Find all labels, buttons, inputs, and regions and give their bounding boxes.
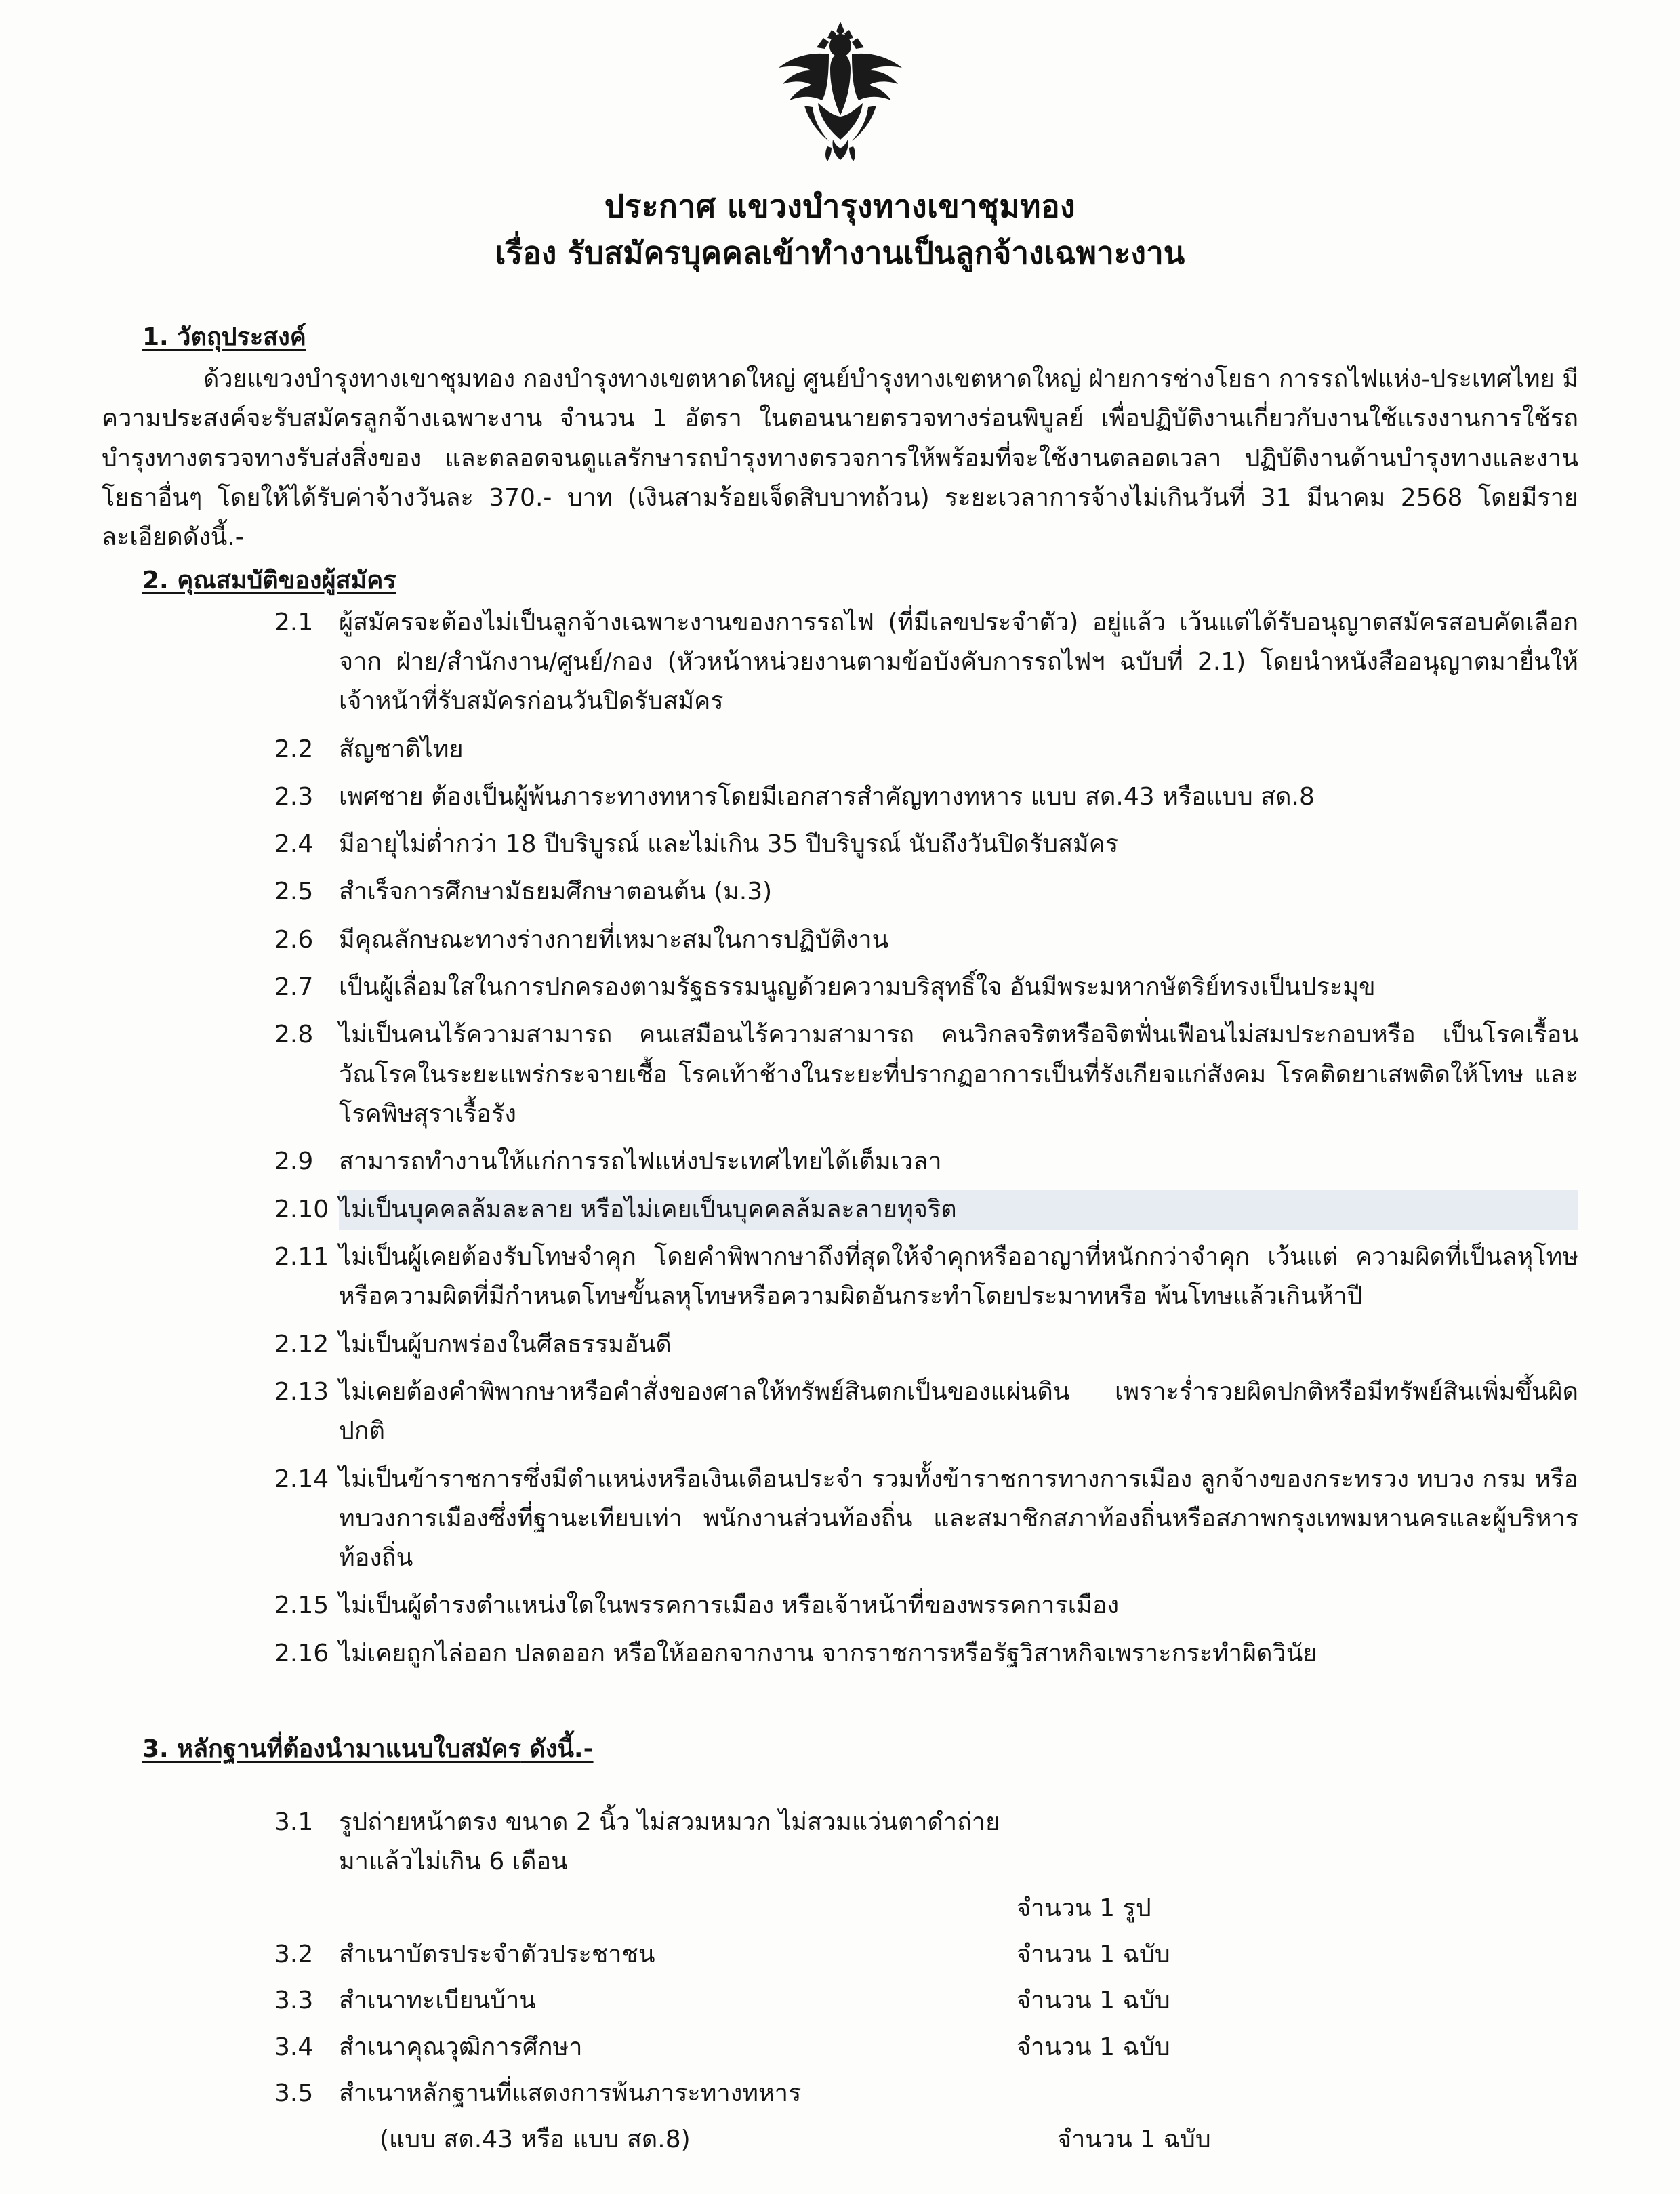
item-number: 3.4 <box>274 2033 314 2061</box>
list-item <box>102 825 1578 864</box>
section-3-heading <box>142 1729 1578 1768</box>
list-item <box>102 2074 1578 2113</box>
list-item <box>102 730 1578 769</box>
item-number: 3.5 <box>274 2079 314 2107</box>
item-text <box>339 1889 1017 1928</box>
item-number <box>102 1889 339 1928</box>
section-objective <box>102 317 1578 558</box>
list-item <box>102 920 1578 960</box>
list-item <box>102 1325 1578 1364</box>
item-text: เพศชาย ต้องเป็นผู้พ้นภาระทางทหารโดยมีเอกสารสำคัญทางทหาร แบบ สด.43 หรือแบบ สด.8 <box>339 782 1315 811</box>
list-item <box>102 1803 1578 1882</box>
item-quantity: จำนวน 1 รูป <box>1017 1894 1151 1922</box>
item-text: มีคุณลักษณะทางร่างกายที่เหมาะสมในการปฏิบัติงาน <box>339 925 889 954</box>
section-3-heading-text: 3. หลักฐานที่ต้องนำมาแนบใบสมัคร <box>142 1735 521 1764</box>
section-2-heading: 2. คุณสมบัติของผู้สมัคร <box>142 566 396 594</box>
list-item <box>102 968 1578 1007</box>
item-text: ไม่เป็นข้าราชการซึ่งมีตำแหน่งหรือเงินเดือนประจำ รวมทั้งข้าราชการทางการเมือง ลูกจ้างของกระทรวง ทบวง กรม หรือทบวงการเมืองซึ่งที่ฐานะเทียบเท่า พนักงานส่วนท้องถิ่น และสมาชิกสภาท้องถิ่นหรือสภาพกรุงเทพมหานครและผู้บริหารท้องถิ่น <box>339 1465 1579 1572</box>
item-number: 3.1 <box>274 1808 314 1837</box>
item-text: สำเนาคุณวุฒิการศึกษา <box>339 2033 583 2061</box>
item-number: 2.4 <box>274 830 314 859</box>
item-number: 2.10 <box>274 1195 329 1223</box>
item-quantity: จำนวน 1 ฉบับ <box>1057 2126 1211 2154</box>
list-item <box>102 1238 1578 1317</box>
item-number: 2.6 <box>274 925 314 954</box>
announcement-title-line2: เรื่อง รับสมัครบุคคลเข้าทำงานเป็นลูกจ้างเฉพาะงาน <box>495 235 1185 271</box>
item-text: ไม่เป็นผู้บกพร่องในศีลธรรมอันดี <box>339 1330 672 1358</box>
item-text: ไม่เป็นผู้เคยต้องรับโทษจำคุก โดยคำพิพากษาถึงที่สุดให้จำคุกหรืออาญาที่หนักกว่าจำคุก เว้นแต่ ความผิดที่เป็นลหุโทษหรือความผิดที่มีกำหนดโทษขั้นลหุโทษหรือความผิดอันกระทำโดยประมาทหรือ พ้นโทษแล้วเกินห้าปี <box>339 1242 1578 1311</box>
documents-spacer <box>102 1772 1578 1803</box>
qualification-list <box>102 603 1578 1674</box>
list-item <box>102 1935 1578 1974</box>
section-qualifications <box>102 561 1578 1674</box>
item-quantity: จำนวน 1 ฉบับ <box>1017 1987 1170 2015</box>
list-item <box>102 1460 1578 1579</box>
list-item <box>102 603 1578 722</box>
list-item <box>102 1373 1578 1452</box>
item-text: มีอายุไม่ต่ำกว่า 18 ปีบริบูรณ์ และไม่เกิน 35 ปีบริบูรณ์ นับถึงวันปิดรับสมัคร <box>339 830 1119 859</box>
item-number: 2.2 <box>274 735 314 763</box>
list-item <box>102 1142 1578 1181</box>
list-item <box>102 777 1578 817</box>
item-number: 2.11 <box>274 1242 329 1271</box>
list-item <box>102 1586 1578 1625</box>
emblem-container <box>102 20 1578 176</box>
item-text: สำเนาหลักฐานที่แสดงการพ้นภาระทางทหาร <box>339 2079 802 2107</box>
item-text: สัญชาติไทย <box>339 735 464 763</box>
documents-list <box>102 1803 1578 2160</box>
list-item <box>102 1634 1578 1673</box>
item-number: 2.8 <box>274 1021 314 1049</box>
page-title <box>102 183 1578 277</box>
item-number: 2.14 <box>274 1465 329 1493</box>
section-3-heading-suffix: ดังนี้.- <box>520 1735 594 1764</box>
list-item <box>102 1889 1578 1928</box>
item-number: 2.1 <box>274 608 314 636</box>
item-text: สำเร็จการศึกษามัธยมศึกษาตอนต้น (ม.3) <box>339 878 773 906</box>
item-number: 2.9 <box>274 1147 314 1176</box>
item-number: 2.7 <box>274 973 314 1002</box>
list-item <box>102 2028 1578 2067</box>
garuda-emblem <box>769 20 911 166</box>
item-number: 3.2 <box>274 1941 314 1968</box>
item-text: ไม่เคยต้องคำพิพากษาหรือคำสั่งของศาลให้ทรัพย์สินตกเป็นของแผ่นดิน เพราะร่ำรวยผิดปกติหรือมีทรัพย์สินเพิ่มขึ้นผิดปกติ <box>339 1377 1578 1446</box>
item-number: 2.3 <box>274 782 314 811</box>
item-number: 3.3 <box>274 1987 314 2015</box>
item-text: ไม่เคยถูกไล่ออก ปลดออก หรือให้ออกจากงาน จากราชการหรือรัฐวิสาหกิจเพราะกระทำผิดวินัย <box>339 1639 1317 1667</box>
list-item <box>102 1981 1578 2020</box>
section-required-documents <box>102 1729 1578 2160</box>
item-text: เป็นผู้เลื่อมใสในการปกครองตามรัฐธรรมนูญด้วยความบริสุทธิ์ใจ อันมีพระมหากษัตริย์ทรงเป็นประมุข <box>339 973 1376 1002</box>
item-number: 2.15 <box>274 1591 329 1620</box>
item-quantity: จำนวน 1 ฉบับ <box>1017 2033 1170 2061</box>
item-text: รูปถ่ายหน้าตรง ขนาด 2 นิ้ว ไม่สวมหมวก ไม่สวมแว่นตาดำถ่ายมาแล้วไม่เกิน 6 เดือน <box>339 1808 1000 1876</box>
section-spacer <box>102 1682 1578 1729</box>
list-item <box>102 1190 1578 1230</box>
item-number: 2.12 <box>274 1330 329 1358</box>
list-item <box>102 1015 1578 1134</box>
item-number: 2.13 <box>274 1377 329 1406</box>
item-text: ไม่เป็นผู้ดำรงตำแหน่งใดในพรรคการเมือง หรือเจ้าหน้าที่ของพรรคการเมือง <box>339 1591 1120 1620</box>
item-text: ไม่เป็นบุคคลล้มละลาย หรือไม่เคยเป็นบุคคลล้มละลายทุจริต <box>339 1190 1578 1230</box>
item-number: 2.5 <box>274 878 314 906</box>
item-quantity: จำนวน 1 ฉบับ <box>1017 1941 1170 1968</box>
section-1-heading: 1. วัตถุประสงค์ <box>142 323 306 351</box>
item-text: สำเนาทะเบียนบ้าน <box>339 1987 536 2015</box>
section-1-paragraph: ด้วยแขวงบำรุงทางเขาชุมทอง กองบำรุงทางเขตหาดใหญ่ ศูนย์บำรุงทางเขตหาดใหญ่ ฝ่ายการช่างโยธา การรถไฟแห่ง-ประเทศไทย มีความประสงค์จะรับสมัครลูกจ้างเฉพาะงาน จำนวน 1 อัตรา ในตอนนายตรวจทางร่อนพิบูลย์ เพื่อปฏิบัติงานเกี่ยวกับงานใช้แรงงานการใช้รถบำรุงทางตรวจทางรับส่งสิ่งของ และตลอดจนดูแลรักษารถบำรุงทางตรวจการให้พร้อมที่จะใช้งานตลอดเวลา ปฏิบัติงานด้านบำรุงทางและงานโยธาอื่นๆ โดยให้ได้รับค่าจ้างวันละ 370.- บาท (เงินสามร้อยเจ็ดสิบบาทถ้วน) ระยะเวลาการจ้างไม่เกินวันที่ 31 มีนาคม 2568 โดยมีรายละเอียดดังนี้.- <box>102 365 1578 552</box>
item-text: (แบบ สด.43 หรือ แบบ สด.8) <box>380 2126 691 2154</box>
list-item <box>102 2120 1578 2159</box>
item-number: 2.16 <box>274 1639 329 1667</box>
item-text: ผู้สมัครจะต้องไม่เป็นลูกจ้างเฉพาะงานของการรถไฟ (ที่มีเลขประจำตัว) อยู่แล้ว เว้นแต่ได้รับอนุญาตสมัครสอบคัดเลือกจาก ฝ่าย/สำนักงาน/ศูนย์/กอง (หัวหน้าหน่วยงานตามข้อบังคับการรถไฟฯ ฉบับที่ 2.1) โดยนำหนังสืออนุญาตมายื่นให้เจ้าหน้าที่รับสมัครก่อนวันปิดรับสมัคร <box>339 608 1578 716</box>
item-text: สำเนาบัตรประจำตัวประชาชน <box>339 1941 655 1968</box>
item-text: ไม่เป็นคนไร้ความสามารถ คนเสมือนไร้ความสามารถ คนวิกลจริตหรือจิตฟั่นเฟือนไม่สมประกอบหรือ เป็นโรคเรื้อน วัณโรคในระยะแพร่กระจายเชื้อ โรคเท้าช้างในระยะที่ปรากฏอาการเป็นที่รังเกียจแก่สังคม โรคติดยาเสพติดให้โทษ และโรคพิษสุราเรื้อรัง <box>339 1021 1578 1128</box>
list-item <box>102 872 1578 912</box>
item-text: สามารถทำงานให้แก่การรถไฟแห่งประเทศไทยได้เต็มเวลา <box>339 1147 942 1176</box>
announcement-title-line1: ประกาศ แขวงบำรุงทางเขาชุมทอง <box>604 188 1076 224</box>
